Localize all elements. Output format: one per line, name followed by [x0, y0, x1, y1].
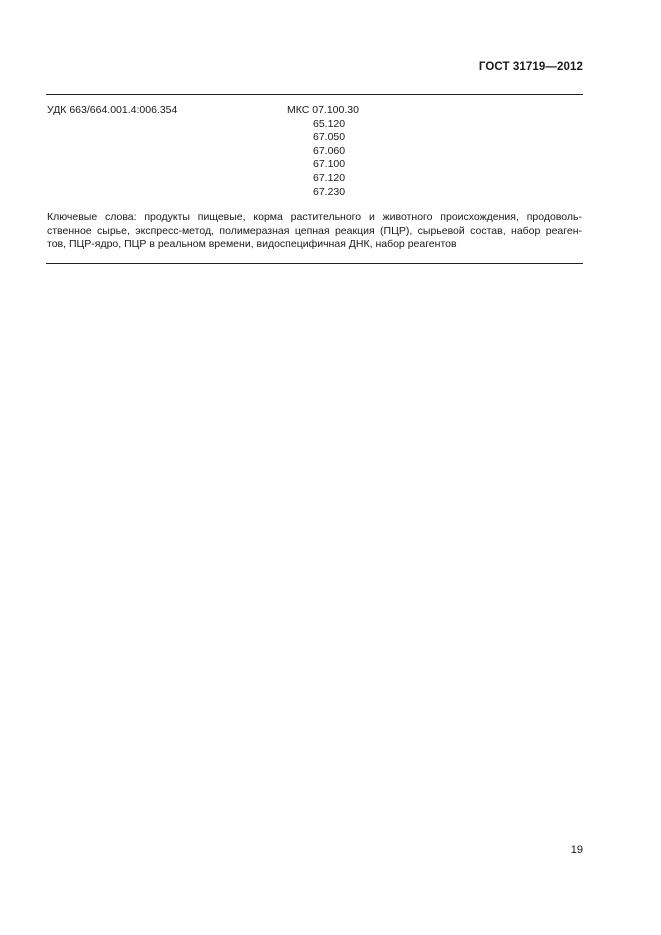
mks-code: 67.060 — [313, 144, 346, 157]
mks-code: 67.050 — [313, 131, 346, 144]
mks-code-list — [287, 118, 359, 200]
mks-code: 67.100 — [313, 158, 346, 171]
keywords-line: тов, ПЦР-ядро, ПЦР в реальном времени, видоспецифичная ДНК, набор реагентов — [47, 238, 457, 251]
keywords-line: Ключевые слова: продукты пищевые, корма растительного и животного происхождения, продоволь- — [47, 211, 582, 223]
page-number: 19 — [570, 844, 583, 856]
keywords-paragraph — [47, 211, 582, 252]
mks-block — [287, 104, 359, 199]
mks-code: 67.120 — [313, 171, 346, 184]
keywords-line: ственное сырье, экспресс-метод, полимеразная цепная реакция (ПЦР), сырьевой состав, набор реаген- — [47, 224, 582, 237]
mks-code: 67.230 — [313, 185, 346, 198]
mks-label: МКС 07.100.30 — [287, 104, 359, 116]
standard-number: ГОСТ 31719—2012 — [478, 61, 583, 73]
top-divider — [46, 94, 583, 95]
mks-code: 65.120 — [313, 117, 346, 130]
bottom-divider — [46, 263, 583, 264]
udk-code: УДК 663/664.001.4:006.354 — [47, 104, 178, 116]
